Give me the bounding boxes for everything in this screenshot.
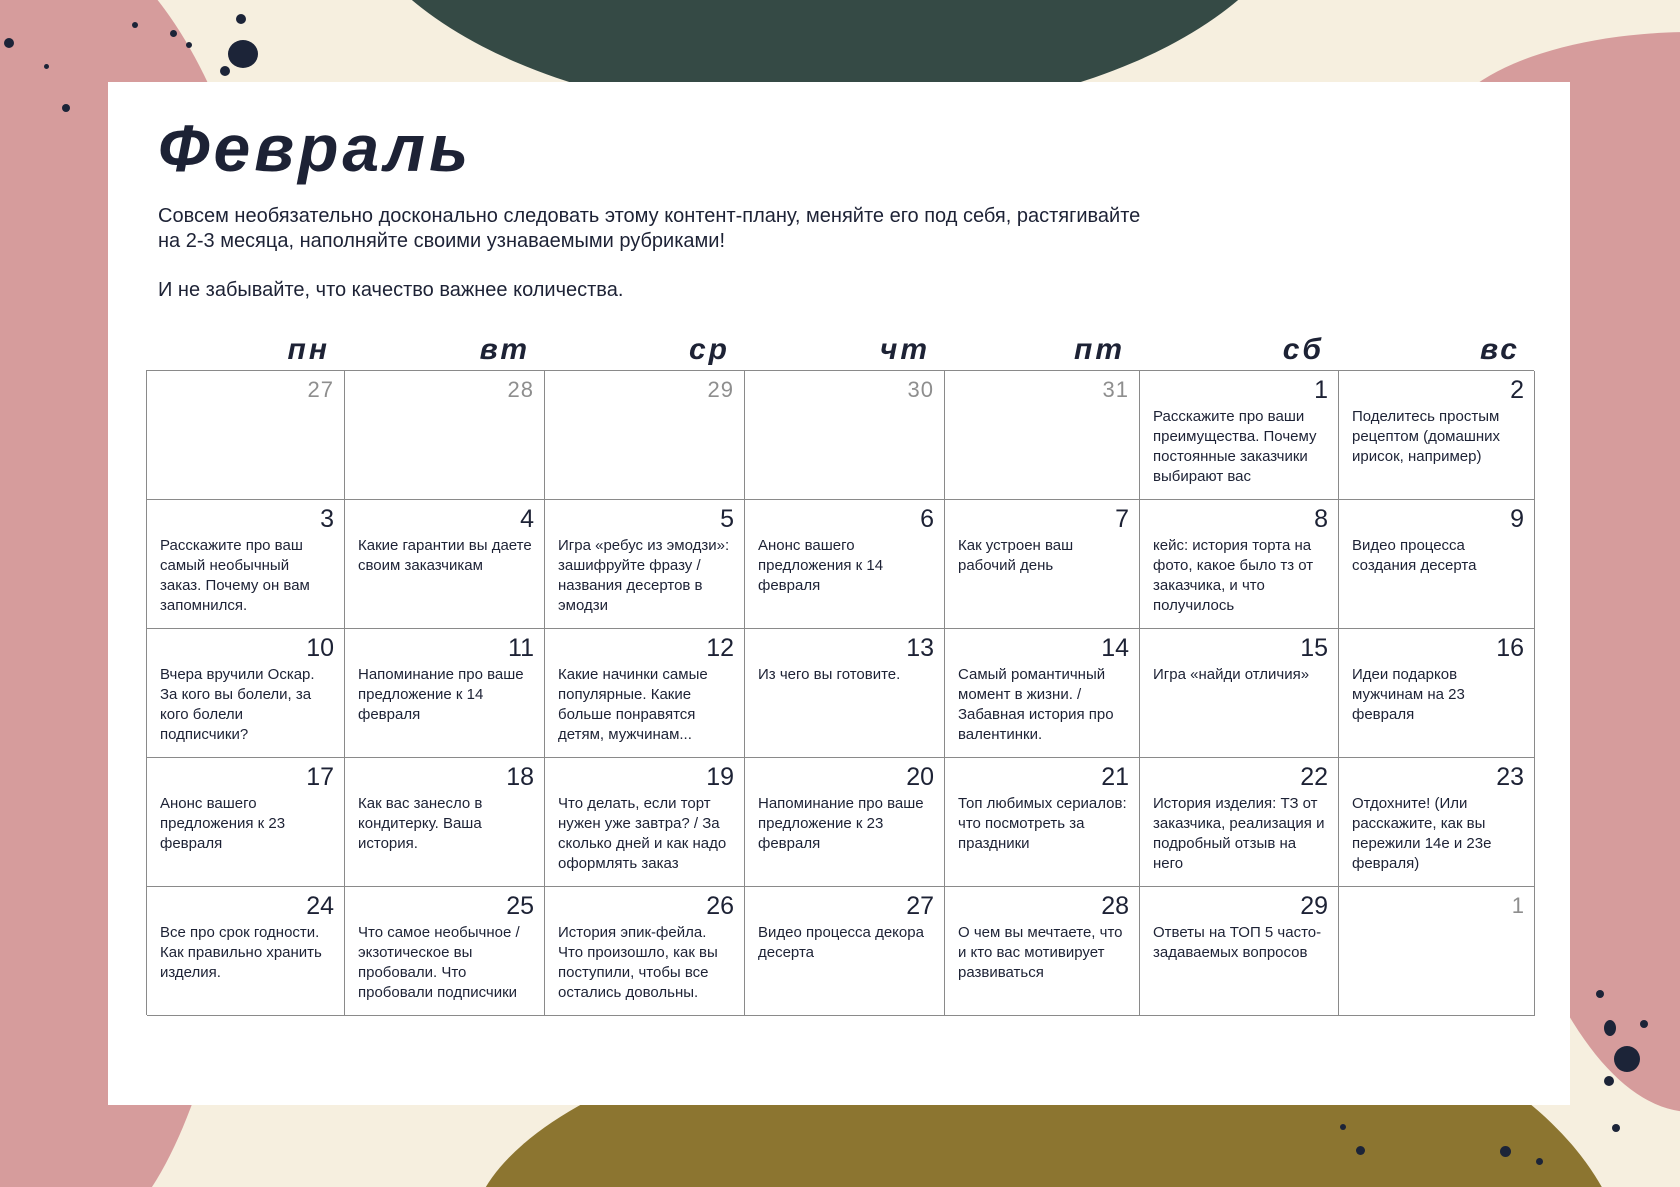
day-topic: Вчера вручили Оскар. За кого вы болели, за кого болели подписчики? [160,666,315,743]
day-number: 3 [320,505,334,533]
ink-splatter [1500,1146,1511,1157]
ink-splatter [4,38,14,48]
day-number: 1 [1314,376,1328,404]
day-number: 26 [706,892,734,920]
calendar-day-cell [1140,758,1339,887]
day-number: 13 [906,634,934,662]
ink-splatter [170,30,177,37]
day-topic: Игра «найди отличия» [1153,666,1310,683]
day-topic: Напоминание про ваше предложение к 14 февраля [358,666,524,723]
day-topic: Идеи подарков мужчинам на 23 февраля [1352,666,1465,723]
ink-splatter [132,22,138,28]
day-topic: История изделия: ТЗ от заказчика, реализация и подробный отзыв на него [1153,795,1325,872]
day-topic: Из чего вы готовите. [758,666,901,683]
day-topic: Анонс вашего предложения к 23 февраля [160,795,286,852]
day-number: 8 [1314,505,1328,533]
calendar-day-cell [1339,758,1535,887]
ink-splatter [1614,1046,1640,1072]
calendar-day-cell [1339,887,1535,1016]
weekday-label: чт [879,333,930,366]
calendar-day-cell [545,500,745,629]
calendar-day-cell [545,629,745,758]
day-topic: Какие начинки самые популярные. Какие больше понравятся детям, мужчинам... [558,666,708,743]
calendar-day-cell [1140,371,1339,500]
calendar-day-cell [745,371,945,500]
day-topic: Самый романтичный момент в жизни. / Забавная история про валентинки. [958,666,1114,743]
calendar-day-cell [345,629,545,758]
day-number: 11 [508,634,534,662]
day-number: 28 [507,377,534,402]
weekday-label: ср [688,333,730,366]
calendar-day-cell [945,371,1140,500]
ink-splatter [236,14,246,24]
day-topic: Игра «ребус из эмодзи»: зашифруйте фразу / названия десертов в эмодзи [558,537,730,614]
calendar-day-cell [545,887,745,1016]
day-topic: О чем вы мечтаете, что и кто вас мотивирует развиваться [958,924,1123,981]
calendar-day-cell [345,371,545,500]
day-number: 29 [707,377,734,402]
day-number: 21 [1101,763,1129,791]
ink-splatter [62,104,70,112]
calendar-grid [146,370,1534,1015]
day-topic: кейс: история торта на фото, какое было тз от заказчика, и что получилось [1153,537,1314,614]
ink-splatter [1604,1020,1616,1036]
weekday-label: сб [1282,333,1324,366]
calendar-day-cell [1140,629,1339,758]
ink-splatter [1640,1020,1648,1028]
day-topic: Напоминание про ваше предложение к 23 февраля [758,795,924,852]
day-topic: Что делать, если торт нужен уже завтра? / За сколько дней и как надо оформлять заказ [558,795,727,872]
weekday-label: вс [1479,333,1520,366]
calendar-day-cell [945,500,1140,629]
calendar-day-cell [545,371,745,500]
calendar-day-cell [945,887,1140,1016]
calendar-day-cell [147,629,345,758]
weekday-label: пт [1074,333,1125,366]
day-number: 23 [1496,763,1524,791]
day-number: 19 [706,763,734,791]
day-number: 14 [1101,634,1129,662]
calendar-day-cell [1339,629,1535,758]
calendar-day-cell [745,629,945,758]
calendar-day-cell [1140,500,1339,629]
day-topic: Все про срок годности. Как правильно хранить изделия. [160,924,322,981]
day-topic: Расскажите про ваш самый необычный заказ. Почему он вам запомнился. [160,537,310,614]
day-topic: Видео процесса декора десерта [758,924,924,961]
day-number: 2 [1510,376,1524,404]
calendar-day-cell [545,758,745,887]
ink-splatter [1604,1076,1614,1086]
day-number: 16 [1496,634,1524,662]
weekday-label: пн [287,333,330,366]
day-topic: Какие гарантии вы даете своим заказчикам [358,537,532,574]
ink-splatter [220,66,230,76]
day-number: 10 [306,634,334,662]
calendar-card [108,82,1570,1105]
month-title: Февраль [158,111,473,185]
calendar-day-cell [745,758,945,887]
day-number: 1 [1511,893,1524,918]
day-topic: Ответы на ТОП 5 часто-задаваемых вопросов [1153,924,1322,961]
calendar-day-cell [345,887,545,1016]
day-topic: Отдохните! (Или расскажите, как вы пережили 14е и 23е февраля) [1352,795,1492,872]
day-number: 7 [1115,505,1129,533]
day-number: 30 [907,377,934,402]
intro-note: И не забывайте, что качество важнее количества. [158,279,624,301]
day-topic: Что самое необычное / экзотическое вы пробовали. Что пробовали подписчики [358,924,520,1001]
ink-splatter [1340,1124,1346,1130]
day-number: 22 [1300,763,1328,791]
calendar-day-cell [745,887,945,1016]
ink-splatter [1536,1158,1543,1165]
day-topic: Расскажите про ваши преимущества. Почему постоянные заказчики выбирают вас [1153,408,1317,485]
calendar-day-cell [1339,500,1535,629]
calendar-day-cell [945,758,1140,887]
intro-paragraph: Совсем необязательно досконально следовать этому контент-плану, меняйте его под себя, растягивайте на 2-3 месяца, наполняйте своими узнаваемыми рубриками! [158,205,1141,252]
calendar-day-cell [147,371,345,500]
ink-splatter [1612,1124,1620,1132]
day-number: 15 [1300,634,1328,662]
day-number: 6 [920,505,934,533]
calendar-day-cell [345,500,545,629]
day-topic: Видео процесса создания десерта [1352,537,1477,574]
calendar-day-cell [147,500,345,629]
day-number: 31 [1102,377,1129,402]
day-number: 27 [307,377,334,402]
day-number: 12 [706,634,734,662]
day-number: 5 [720,505,734,533]
day-number: 9 [1510,505,1524,533]
calendar-day-cell [1339,371,1535,500]
weekday-header [146,330,1534,370]
ink-splatter [1596,990,1604,998]
ink-splatter [1356,1146,1365,1155]
day-number: 4 [520,505,534,533]
day-topic: Топ любимых сериалов: что посмотреть за праздники [958,795,1127,852]
ink-splatter [186,42,192,48]
calendar-day-cell [745,500,945,629]
ink-splatter [44,64,49,69]
day-number: 25 [506,892,534,920]
day-topic: Как вас занесло в кондитерку. Ваша история. [358,795,483,852]
calendar-day-cell [147,758,345,887]
calendar-day-cell [345,758,545,887]
day-number: 29 [1300,892,1328,920]
day-topic: Поделитесь простым рецептом (домашних ирисок, например) [1352,408,1501,465]
day-topic: Как устроен ваш рабочий день [958,537,1074,574]
day-topic: История эпик-фейла. Что произошло, как вы поступили, чтобы все остались довольны. [558,924,718,1001]
calendar-day-cell [147,887,345,1016]
day-number: 20 [906,763,934,791]
day-number: 27 [906,892,934,920]
ink-splatter [228,40,258,68]
weekday-label: вт [479,333,530,366]
day-number: 28 [1101,892,1129,920]
day-number: 17 [306,763,334,791]
day-number: 18 [506,763,534,791]
calendar-day-cell [945,629,1140,758]
day-number: 24 [306,892,334,920]
day-topic: Анонс вашего предложения к 14 февраля [758,537,884,594]
calendar-day-cell [1140,887,1339,1016]
